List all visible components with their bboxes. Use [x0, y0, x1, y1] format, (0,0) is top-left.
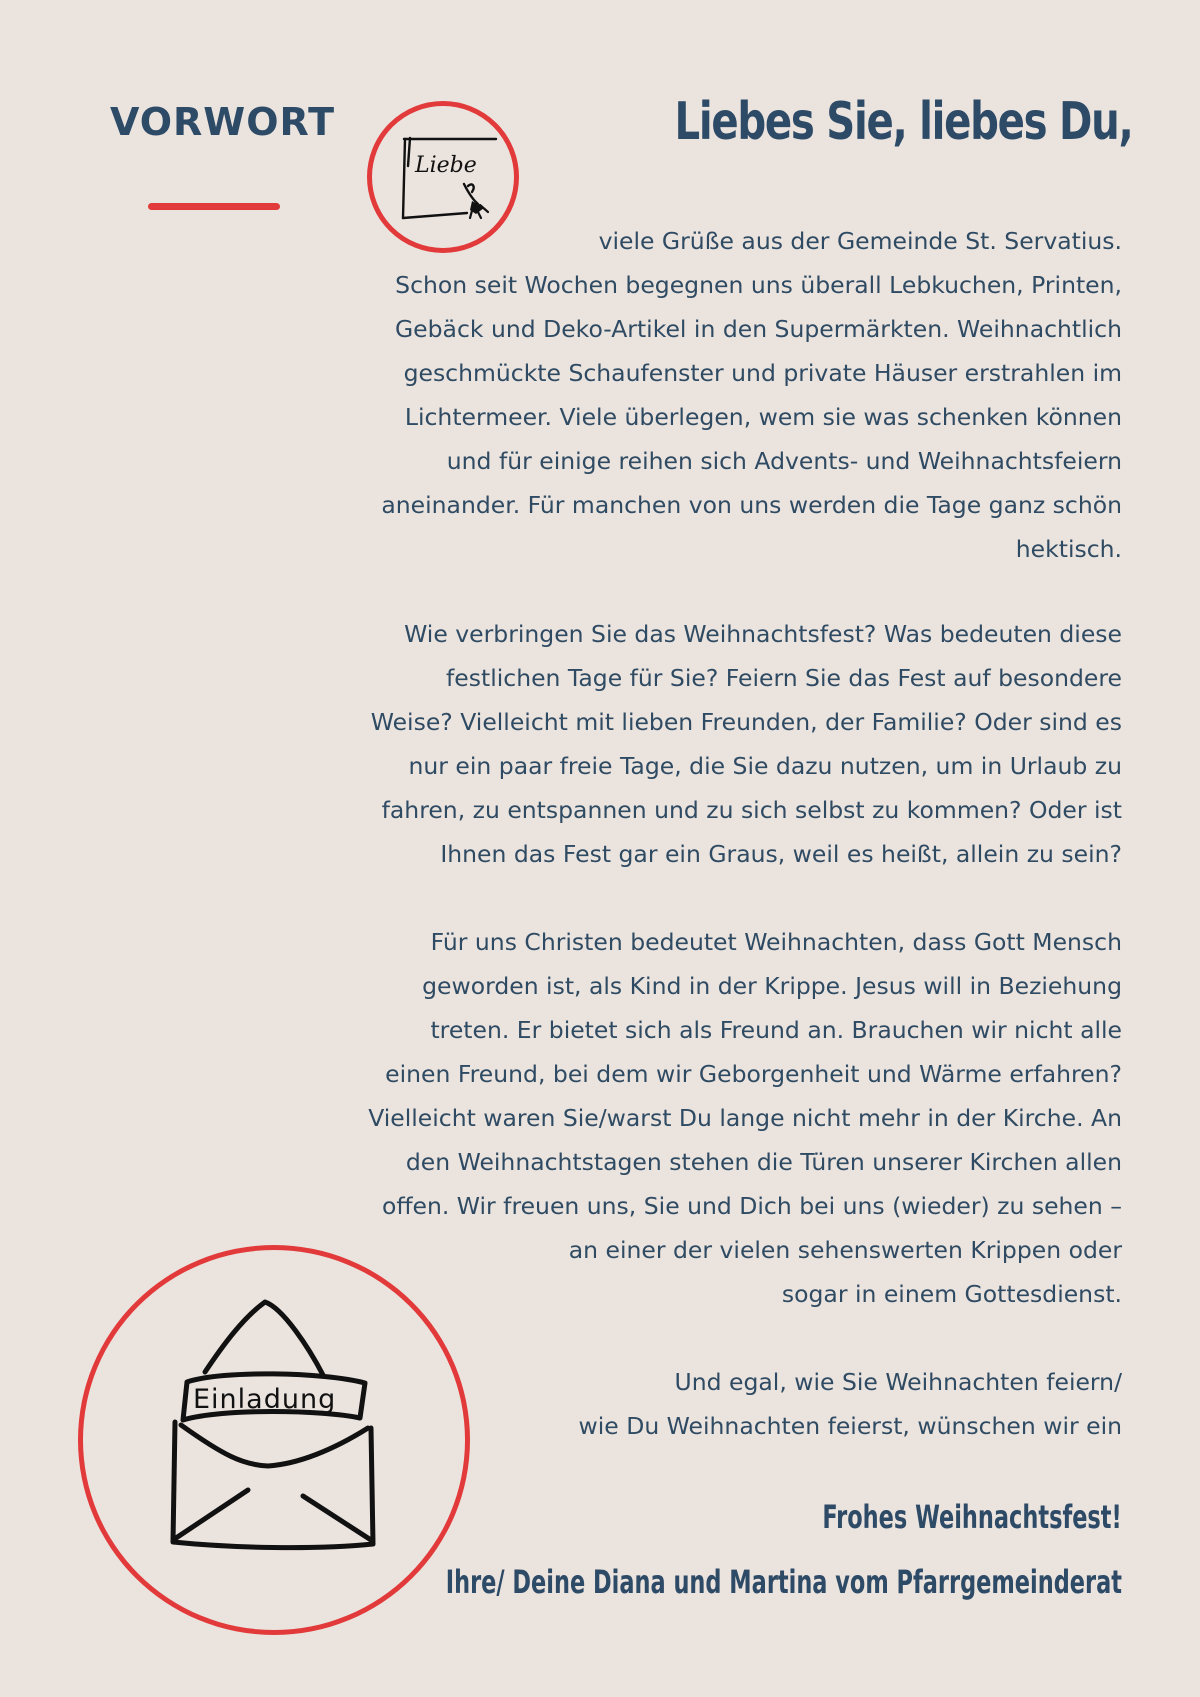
text-line: sogar in einem Gottesdienst. [781, 1280, 1122, 1308]
envelope-icon [83, 1250, 465, 1630]
text-line: Vielleicht waren Sie/warst Du lange nicht mehr in der Kirche. An [368, 1104, 1122, 1132]
text-line: Und egal, wie Sie Weihnachten feiern/ [674, 1368, 1122, 1396]
envelope-label: Einladung [193, 1384, 337, 1415]
text-line: fahren, zu entspannen und zu sich selbst zu kommen? Oder ist [381, 796, 1122, 824]
text-line: nur ein paar freie Tage, die Sie dazu nutzen, um in Urlaub zu [408, 752, 1122, 780]
text-line: geworden ist, als Kind in der Krippe. Jesus will in Beziehung [422, 972, 1122, 1000]
text-line: Gebäck und Deko-Artikel in den Supermärkten. Weihnachtlich [394, 315, 1122, 343]
bottom-sketch-circle [78, 1245, 470, 1635]
letter-paragraph-1 [242, 219, 1122, 571]
sketch-word: Liebe [415, 153, 477, 178]
letter-paragraph-2 [242, 612, 1122, 876]
text-line: treten. Er bietet sich als Freund an. Brauchen wir nicht alle [430, 1016, 1122, 1044]
text-line: aneinander. Für manchen von uns werden die Tage ganz schön [381, 491, 1122, 519]
text-line: Für uns Christen bedeutet Weihnachten, dass Gott Mensch [430, 928, 1122, 956]
text-line: den Weihnachtstagen stehen die Türen unserer Kirchen allen [405, 1148, 1122, 1176]
section-label-vorwort: VORWORT [110, 100, 335, 144]
greeting-title: Liebes Sie, liebes Du, [674, 92, 1132, 152]
closing-wish: Frohes Weihnachtsfest! [822, 1498, 1122, 1536]
text-line: Wie verbringen Sie das Weihnachtsfest? Was bedeuten diese [404, 620, 1122, 648]
text-line: wie Du Weihnachten feierst, wünschen wir ein [578, 1412, 1122, 1440]
text-line: Weise? Vielleicht mit lieben Freunden, der Familie? Oder sind es [370, 708, 1122, 736]
section-underline [148, 203, 280, 210]
text-line: viele Grüße aus der Gemeinde St. Servatius. [598, 227, 1122, 255]
text-line: offen. Wir freuen uns, Sie und Dich bei uns (wieder) zu sehen – [381, 1192, 1122, 1220]
signature: Ihre/ Deine Diana und Martina vom Pfarrgemeinderat [445, 1563, 1122, 1601]
text-line: an einer der vielen sehenswerten Krippen oder [568, 1236, 1122, 1264]
text-line: geschmückte Schaufenster und private Häuser erstrahlen im [403, 359, 1122, 387]
text-line: hektisch. [1015, 535, 1122, 563]
text-line: Schon seit Wochen begegnen uns überall Lebkuchen, Printen, [395, 271, 1122, 299]
text-line: einen Freund, bei dem wir Geborgenheit und Wärme erfahren? [385, 1060, 1122, 1088]
text-line: Ihnen das Fest gar ein Graus, weil es heißt, allein zu sein? [440, 840, 1122, 868]
text-line: festlichen Tage für Sie? Feiern Sie das Fest auf besondere [446, 664, 1122, 692]
text-line: und für einige reihen sich Advents- und Weihnachtsfeiern [446, 447, 1122, 475]
text-line: Lichtermeer. Viele überlegen, wem sie was schenken können [404, 403, 1122, 431]
